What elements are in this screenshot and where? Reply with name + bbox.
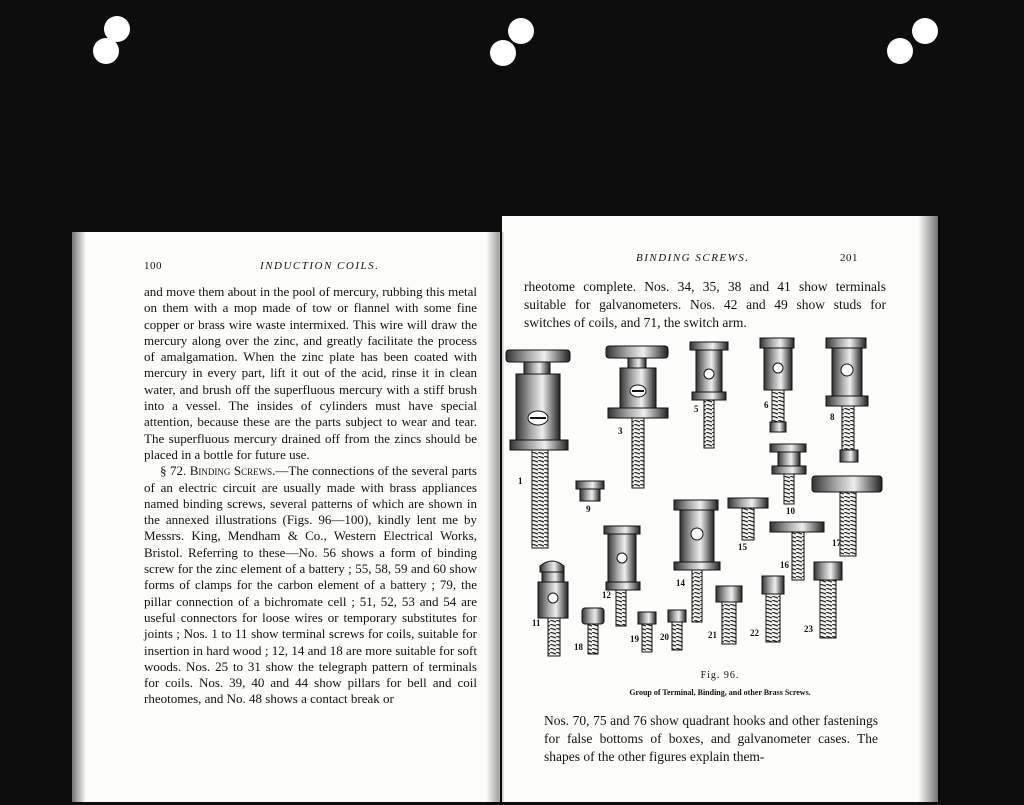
left-page [72,232,500,802]
punch-hole [912,18,938,44]
punch-hole [93,38,119,64]
figure-number-17: 17 [832,538,841,548]
paragraph: Nos. 70, 75 and 76 show quadrant hooks and other fastenings for false bottoms of boxes, and galvanometer cases. The shapes of the other figures explain them- [544,713,878,764]
page-edge-shadow [72,232,86,802]
screw-23 [814,562,842,638]
screw-21 [716,586,742,644]
screw-22 [762,576,784,642]
page-number: 201 [840,252,858,264]
gutter-shadow [486,232,504,802]
figure-96-illustration [502,336,938,666]
figure-number-23: 23 [804,624,813,634]
right-bottom-text [544,712,878,766]
paragraph: and move them about in the pool of mercury, rubbing this metal on them with a mop made of tow or flannel with some fine copper or brass wire waste intermixed. This wire will draw the mercury along over the zinc, and greatly facilitate the process of amalgamation. When the zinc plate has been coated with mercury in every part, lift it out of the acid, rinse it in clean water, and brush off the superfluous mercury with a stiff brush into a vessel. The insides of cylinders must have special attention, because these are the parts subject to wear and tear. The superfluous mercury drained off from the zincs should be placed in a bottle for future use. [144,284,477,462]
screw-11 [538,561,568,656]
page-number: 100 [144,260,162,272]
screw-15 [728,498,768,540]
section-title: Binding Screws. [189,463,276,479]
screw-6 [760,338,794,432]
figure-number-19: 19 [630,634,639,644]
figure-number-14: 14 [676,578,685,588]
running-head: INDUCTION COILS. [260,260,380,272]
figure-number-3: 3 [618,426,623,436]
right-page [502,216,938,802]
figure-label: Fig. 96. [700,670,740,681]
screw-19 [638,612,656,652]
figure-caption: Group of Terminal, Binding, and other Brass Screws. [629,688,811,697]
screw-18 [582,608,604,654]
figure-number-9: 9 [586,504,591,514]
screw-14 [674,500,720,622]
figure-number-6: 6 [764,400,769,410]
screw-3 [606,346,668,488]
screw-5 [690,342,728,448]
section-number: § 72. [160,463,187,479]
punch-hole [490,40,516,66]
right-top-text [524,278,886,332]
screw-8 [826,338,868,462]
screw-12 [604,526,640,626]
figure-number-20: 20 [660,632,669,642]
page-edge-shadow [918,216,940,802]
paragraph: rheotome complete. Nos. 34, 35, 38 and 41 show terminals suitable for galvanometers. Nos. 42 and 49 show studs for switches of coils, and 71, the switch arm. [524,279,886,330]
figure-number-22: 22 [750,628,759,638]
figure-number-1: 1 [518,476,523,486]
punch-hole [508,18,534,44]
screw-1 [506,350,570,548]
screw-17 [812,476,882,556]
screw-10 [770,444,806,504]
figure-number-15: 15 [738,542,747,552]
figure-number-18: 18 [574,642,583,652]
left-page-header [144,260,464,272]
figure-number-5: 5 [694,404,699,414]
running-head: BINDING SCREWS. [636,252,750,264]
figure-number-10: 10 [786,506,795,516]
figure-number-12: 12 [602,590,611,600]
figure-number-8: 8 [830,412,835,422]
screw-20 [668,610,686,650]
punch-hole [887,38,913,64]
figure-number-16: 16 [780,560,789,570]
left-body [144,284,477,708]
paragraph: —The connections of the several parts of an electric circuit are usually made with brass appliances named binding screws, several patterns of which are shown in the annexed illustrations (Figs. 96—100), kindly lent me by Messrs. King, Mendham & Co., Western Electrical Works, Bristol. Referring to these—No. 56 shows a form of binding screw for the zinc element of a battery ; 55, 58, 59 and 60 show forms of clamps for the carbon element of a battery ; 79, the pillar connection of a bichromate cell ; 51, 52, 53 and 54 are useful connectors for loose wires or temporary substitutes for joints ; Nos. 1 to 11 show terminal screws for coils, suitable for insertion in hard wood ; 12, 14 and 18 are more suitable for soft woods. Nos. 25 to 31 show the telegraph pattern of terminals for coils. Nos. 39, 40 and 44 show pillars for bell and coil rheotomes, and No. 48 shows a contact break or [144,463,477,707]
figure-number-11: 11 [532,618,541,628]
screw-9 [576,481,604,501]
figure-number-21: 21 [708,630,717,640]
section-paragraph [144,463,477,707]
